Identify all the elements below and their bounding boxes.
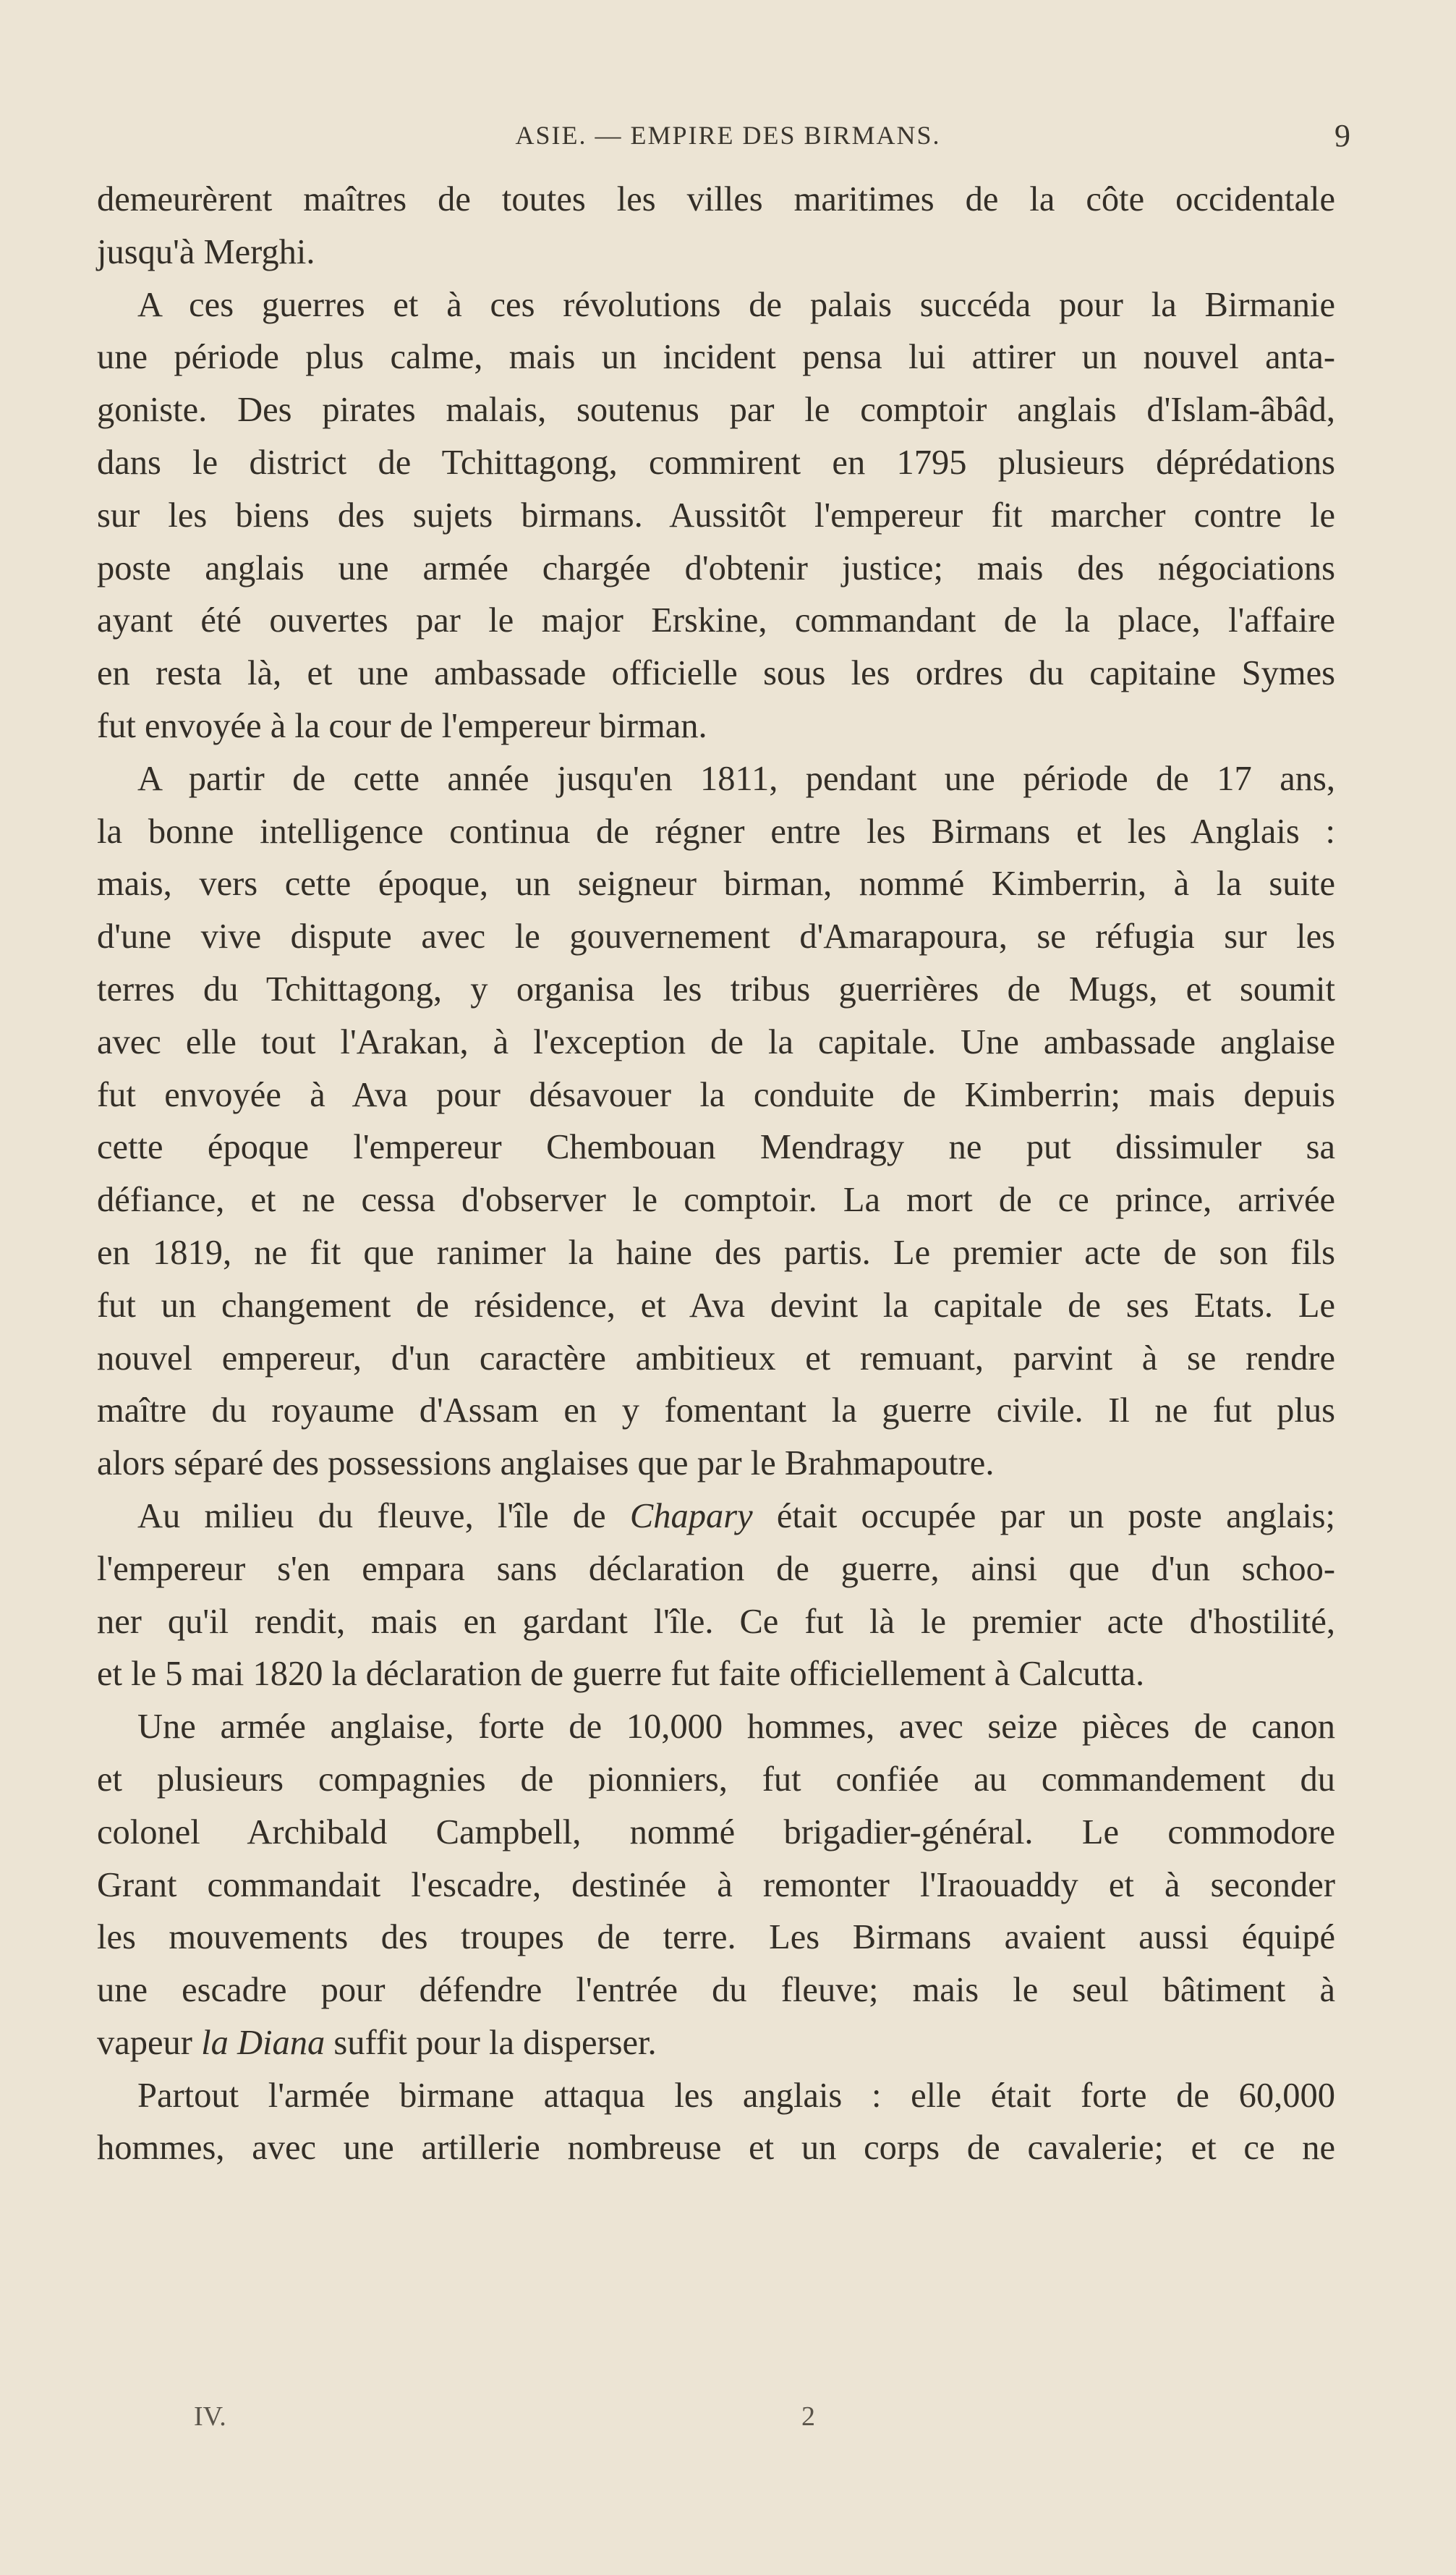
text-line: fut envoyée à la cour de l'empereur birman.	[97, 706, 707, 745]
italic-place-name: Chapary	[629, 1496, 753, 1535]
text-line: dans le district de Tchittagong, commirent en 1795 plusieurs déprédations	[97, 443, 1335, 482]
text-line: en 1819, ne fit que ranimer la haine des partis. Le premier acte de son fils	[97, 1233, 1335, 1272]
text-line: poste anglais une armée chargée d'obtenir justice; mais des négociations	[97, 548, 1335, 587]
running-title: ASIE. — EMPIRE DES BIRMANS.	[515, 121, 941, 150]
text-line: Grant commandait l'escadre, destinée à remonter l'Iraouaddy et à seconder	[97, 1865, 1335, 1904]
text-line: A ces guerres et à ces révolutions de palais succéda pour la Birmanie	[137, 285, 1335, 324]
text-line: et plusieurs compagnies de pionniers, fut confiée au commandement du	[97, 1760, 1335, 1799]
text-line: terres du Tchittagong, y organisa les tribus guerrières de Mugs, et soumit	[97, 970, 1335, 1009]
text-line: A partir de cette année jusqu'en 1811, pendant une période de 17 ans,	[137, 759, 1335, 798]
text-line: mais, vers cette époque, un seigneur birman, nommé Kimberrin, à la suite	[97, 865, 1335, 904]
text-line: fut envoyée à Ava pour désavouer la conduite de Kimberrin; mais depuis	[97, 1075, 1335, 1114]
text-line: l'empereur s'en empara sans déclaration de guerre, ainsi que d'un schoo-	[97, 1549, 1335, 1588]
text-line: demeurèrent maîtres de toutes les villes maritimes de la côte occidentale	[97, 180, 1335, 219]
text-line: sur les biens des sujets birmans. Aussitôt l'empereur fit marcher contre le	[97, 496, 1335, 535]
text-line: ner qu'il rendit, mais en gardant l'île. Ce fut là le premier acte d'hostilité,	[97, 1602, 1335, 1641]
text-line: colonel Archibald Campbell, nommé brigadier-général. Le commodore	[97, 1812, 1335, 1851]
running-head	[0, 120, 1456, 164]
text-line: maître du royaume d'Assam en y fomentant la guerre civile. Il ne fut plus	[97, 1391, 1335, 1430]
text-line: et le 5 mai 1820 la déclaration de guerre fut faite officiellement à Calcutta.	[97, 1655, 1145, 1694]
text-line: cette époque l'empereur Chembouan Mendragy ne put dissimuler sa	[97, 1128, 1335, 1167]
text-line: Une armée anglaise, forte de 10,000 hommes, avec seize pièces de canon	[137, 1708, 1335, 1747]
text-line: une escadre pour défendre l'entrée du fleuve; mais le seul bâtiment à	[97, 1971, 1335, 2010]
signature-mark: 2	[801, 2401, 815, 2432]
text-line-with-italic: Au milieu du fleuve, l'île de Chapary était occupée par un poste anglais;	[137, 1496, 1335, 1535]
text-line: fut un changement de résidence, et Ava devint la capitale de ses Etats. Le	[97, 1286, 1335, 1325]
text-line: alors séparé des possessions anglaises que par le Brahmapoutre.	[97, 1444, 995, 1483]
text-line: défiance, et ne cessa d'observer le comptoir. La mort de ce prince, arrivée	[97, 1181, 1335, 1220]
text-line: d'une vive dispute avec le gouvernement d'Amarapoura, se réfugia sur les	[97, 917, 1335, 956]
text-line: la bonne intelligence continua de régner entre les Birmans et les Anglais :	[97, 812, 1335, 851]
text-line-with-italic: vapeur la Diana suffit pour la disperser.	[97, 2023, 657, 2062]
text-line: jusqu'à Merghi.	[97, 232, 315, 271]
italic-ship-name: la Diana	[201, 2023, 325, 2062]
text-line: ayant été ouvertes par le major Erskine, commandant de la place, l'affaire	[97, 601, 1335, 640]
text-line: nouvel empereur, d'un caractère ambitieux et remuant, parvint à se rendre	[97, 1339, 1335, 1378]
text-line: une période plus calme, mais un incident pensa lui attirer un nouvel anta-	[97, 338, 1335, 377]
text-line: goniste. Des pirates malais, soutenus par le comptoir anglais d'Islam-âbâd,	[97, 391, 1335, 430]
text-line: en resta là, et une ambassade officielle sous les ordres du capitaine Symes	[97, 654, 1335, 693]
page-footer	[0, 2401, 1456, 2437]
volume-mark: IV.	[194, 2401, 226, 2432]
text-line: avec elle tout l'Arakan, à l'exception de la capitale. Une ambassade anglaise	[97, 1022, 1335, 1061]
body-text	[97, 174, 1335, 2175]
text-line: Partout l'armée birmane attaqua les anglais : elle était forte de 60,000	[137, 2076, 1335, 2115]
page-number: 9	[1334, 118, 1350, 153]
text-line: les mouvements des troupes de terre. Les Birmans avaient aussi équipé	[97, 1918, 1335, 1957]
text-line: hommes, avec une artillerie nombreuse et un corps de cavalerie; et ce ne	[97, 2129, 1335, 2168]
